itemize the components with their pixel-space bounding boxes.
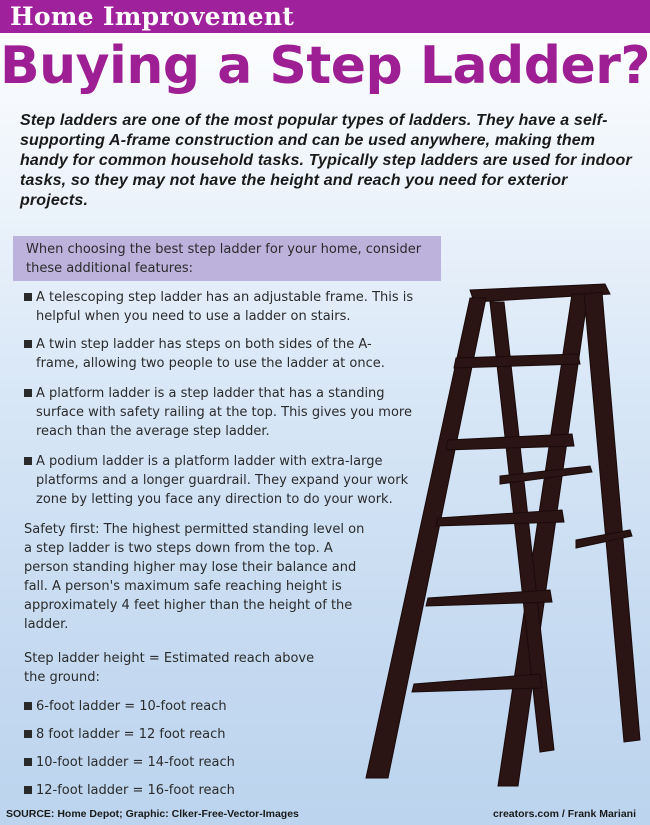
- reach-text: 10-foot ladder = 14-foot reach: [36, 755, 235, 770]
- bullet-square-icon: [24, 389, 32, 397]
- section-banner: [0, 0, 650, 33]
- ladder-front-left-rail: [366, 298, 486, 778]
- reach-text: 12-foot ladder = 16-foot reach: [36, 783, 235, 798]
- feature-text: A telescoping step ladder has an adjustable frame. This is helpful when you need to use a ladder on stairs.: [36, 290, 414, 324]
- reach-text: 8 foot ladder = 12 foot reach: [36, 727, 226, 742]
- author-credit: creators.com / Frank Mariani: [493, 808, 636, 820]
- height-rule: Step ladder height = Estimated reach above the ground:: [24, 651, 315, 685]
- ladder-rear-rail: [584, 292, 640, 742]
- intro-paragraph: Step ladders are one of the most popular types of ladders. They have a self-supporting A-frame construction and can be used anywhere, making them handy for common household tasks. Typically step ladders are used for indoor tasks, so they may not have the height and reach you need for exterior projects.: [20, 112, 632, 209]
- feature-text: A platform ladder is a step ladder that has a standing surface with safety railing at the top. This gives you more reach than the average step ladder.: [36, 386, 412, 439]
- bullet-square-icon: [24, 730, 32, 738]
- bullet-square-icon: [24, 702, 32, 710]
- callout-text: When choosing the best step ladder for your home, consider these additional features:: [26, 242, 422, 276]
- bullet-square-icon: [24, 340, 32, 348]
- bullet-square-icon: [24, 293, 32, 301]
- step-ladder-illustration: [340, 280, 650, 800]
- section-label: Home Improvement: [10, 2, 295, 31]
- bullet-square-icon: [24, 786, 32, 794]
- features-callout: [13, 236, 441, 281]
- bullet-square-icon: [24, 758, 32, 766]
- bullet-square-icon: [24, 457, 32, 465]
- page-title: Buying a Step Ladder?: [0, 36, 650, 96]
- safety-paragraph: Safety first: The highest permitted standing level on a step ladder is two steps down from the top. A person standing higher may lose their balance and fall. A person's maximum safe reaching height is approximately 4 feet higher than the height of the ladder.: [24, 522, 365, 632]
- source-credit: SOURCE: Home Depot; Graphic: Clker-Free-Vector-Images: [6, 808, 299, 820]
- reach-text: 6-foot ladder = 10-foot reach: [36, 699, 227, 714]
- feature-text: A twin step ladder has steps on both sides of the A-frame, allowing two people to use the ladder at once.: [36, 337, 385, 371]
- feature-text: A podium ladder is a platform ladder with extra-large platforms and a longer guardrail. They expand your work zone by letting you face any direction to do your work.: [36, 454, 409, 507]
